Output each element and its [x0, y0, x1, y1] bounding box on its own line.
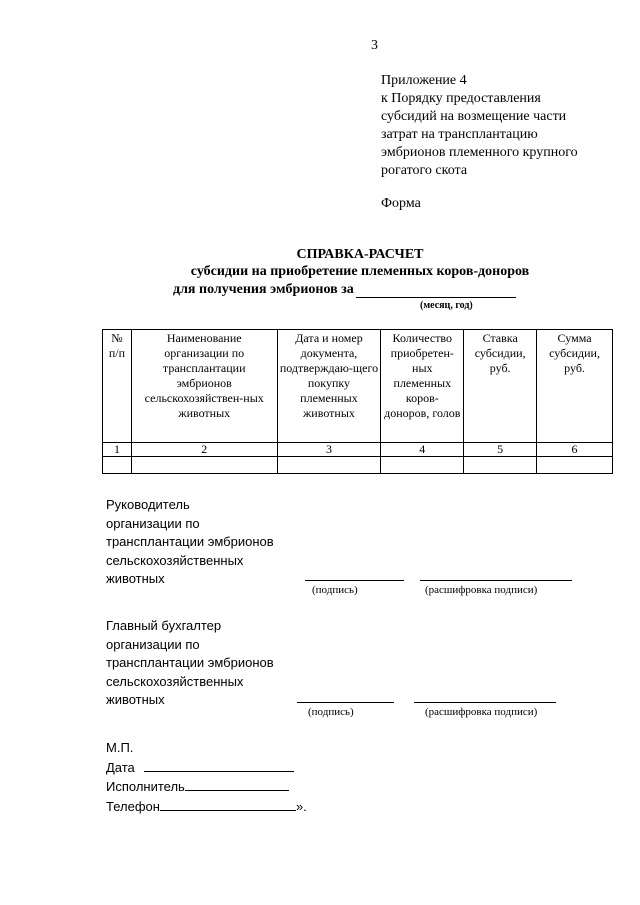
- footer-block: [106, 739, 307, 816]
- date-label: Дата: [106, 759, 135, 775]
- column-header: Сумма субсидии, руб.: [537, 330, 613, 443]
- column-number-row: [103, 443, 613, 457]
- head-title-line: сельскохозяйственных: [106, 552, 244, 568]
- column-header: Наименование организации по трансплантации эмбрионов сельскохозяйствен-ных животных: [131, 330, 277, 443]
- appendix-line: рогатого скота: [381, 163, 468, 178]
- accountant-signature-caption: (подпись): [308, 706, 354, 718]
- executor-row: [106, 777, 307, 797]
- column-number: 4: [381, 443, 464, 457]
- period-hint: (месяц, год): [420, 300, 473, 311]
- phone-input-line[interactable]: [160, 797, 296, 811]
- column-number: 3: [277, 443, 381, 457]
- head-title-line: животных: [106, 571, 165, 586]
- column-header: Ставка субсидии, руб.: [464, 330, 537, 443]
- head-decode-caption: (расшифровка подписи): [425, 584, 538, 596]
- executor-label: Исполнитель: [106, 779, 185, 794]
- table-cell[interactable]: [537, 457, 613, 474]
- date-row: [106, 758, 307, 778]
- head-title-line: организации по: [106, 515, 200, 531]
- phone-end: ».: [295, 798, 307, 814]
- head-signature-line[interactable]: [305, 580, 404, 581]
- appendix-line: к Порядку предоставления: [381, 91, 541, 106]
- head-title-line: Руководитель: [106, 497, 190, 512]
- head-title-line: трансплантации эмбрионов: [106, 534, 274, 549]
- accountant-signature-line[interactable]: [297, 702, 394, 703]
- column-header: Дата и номер документа, подтверждаю-щего покупку племенных животных: [277, 330, 381, 443]
- column-header: № п/п: [103, 330, 132, 443]
- table-row: [103, 457, 613, 474]
- column-number: 6: [537, 443, 613, 457]
- column-number: 1: [103, 443, 132, 457]
- accountant-title-line: сельскохозяйственных: [106, 673, 244, 689]
- table-header-row: [103, 330, 613, 443]
- appendix-line: Приложение 4: [381, 73, 467, 88]
- document-subtitle: субсидии на приобретение племенных коров-доноров: [190, 264, 530, 279]
- accountant-decode-line[interactable]: [414, 702, 556, 703]
- appendix-line: субсидий на возмещение части: [381, 109, 567, 124]
- accountant-title-line: Главный бухгалтер: [106, 618, 222, 633]
- appendix-line: затрат на трансплантацию: [381, 127, 538, 142]
- period-label: для получения эмбрионов за: [173, 282, 354, 297]
- accountant-decode-caption: (расшифровка подписи): [425, 706, 538, 718]
- table-cell[interactable]: [277, 457, 381, 474]
- appendix-line: эмбрионов племенного крупного: [381, 145, 578, 160]
- column-header: Количество приобретен-ных племенных коров-доноров, голов: [381, 330, 464, 443]
- head-title-block: [106, 496, 274, 589]
- table-cell[interactable]: [381, 457, 464, 474]
- phone-row: [106, 797, 307, 817]
- document-title: СПРАВКА-РАСЧЕТ: [296, 247, 424, 262]
- accountant-title-line: трансплантации эмбрионов: [106, 655, 274, 670]
- column-number: 2: [131, 443, 277, 457]
- table-cell[interactable]: [464, 457, 537, 474]
- accountant-title-line: животных: [106, 692, 165, 707]
- stamp-place: М.П.: [106, 740, 134, 755]
- head-decode-line[interactable]: [420, 580, 572, 581]
- executor-input-line[interactable]: [185, 777, 289, 791]
- form-label: Форма: [381, 196, 421, 211]
- column-number: 5: [464, 443, 537, 457]
- period-input-line[interactable]: [356, 283, 516, 298]
- page-number: 3: [371, 38, 378, 53]
- phone-label: Телефон: [106, 798, 160, 814]
- table-cell[interactable]: [131, 457, 277, 474]
- accountant-title-line: организации по: [106, 636, 200, 652]
- period-line: [173, 282, 516, 298]
- appendix-note: [381, 72, 621, 180]
- accountant-title-block: [106, 617, 274, 710]
- table-cell[interactable]: [103, 457, 132, 474]
- date-input-line[interactable]: [144, 758, 294, 772]
- head-signature-caption: (подпись): [312, 584, 358, 596]
- calculation-table: [102, 329, 613, 474]
